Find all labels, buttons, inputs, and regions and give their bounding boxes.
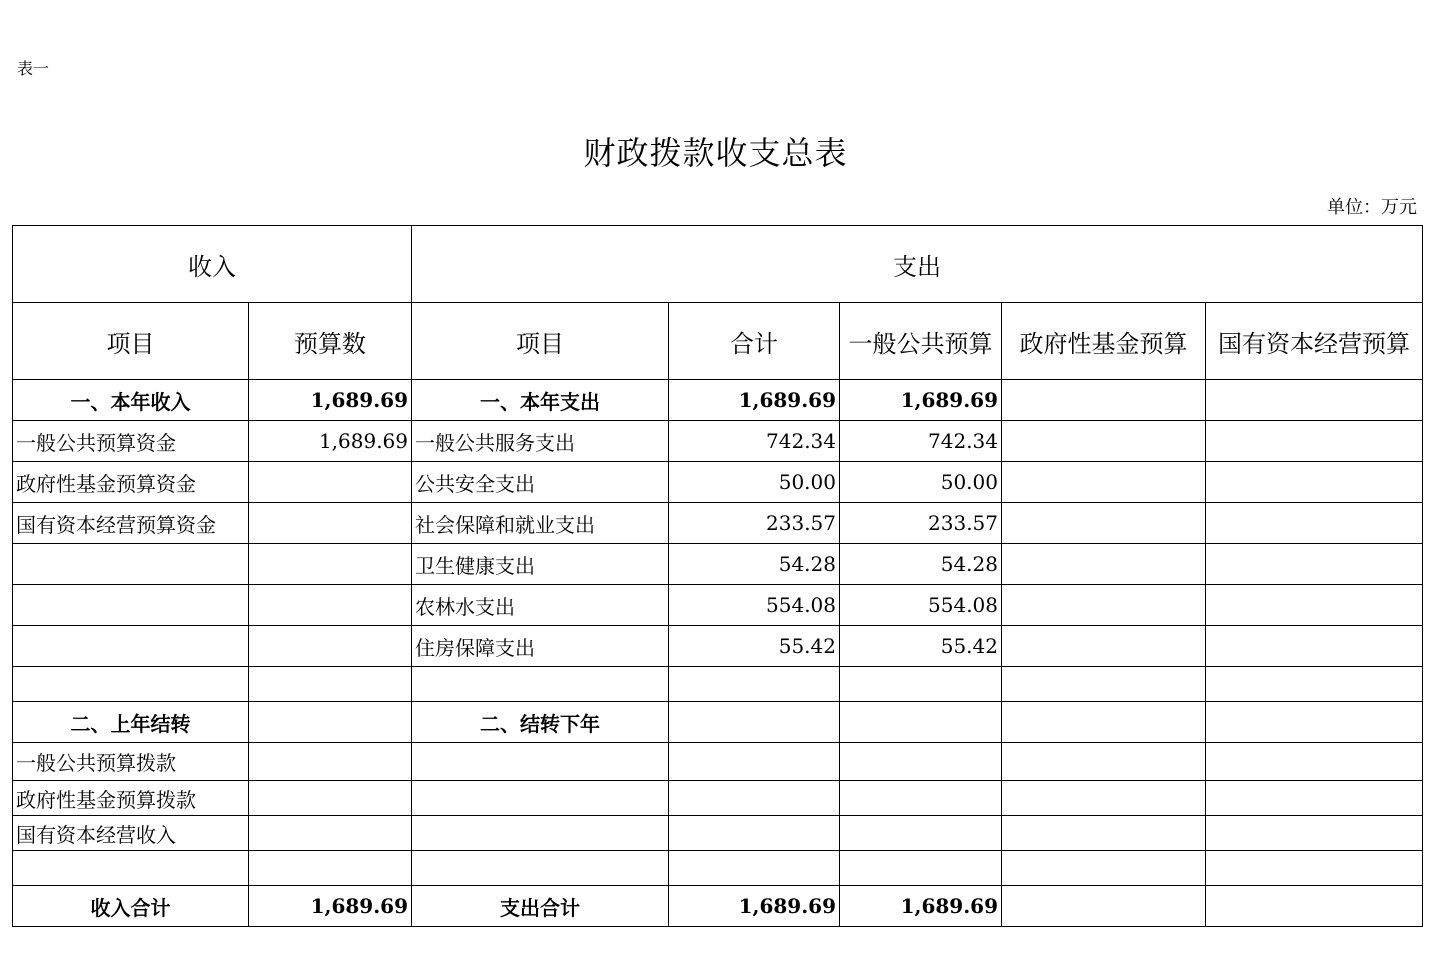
expense-item-cell: 二、结转下年 (412, 702, 669, 743)
col-header-income-item: 项目 (13, 303, 249, 380)
total-cell: 233.57 (669, 503, 840, 544)
expense-group-header: 支出 (412, 226, 1423, 303)
table-row (13, 702, 1423, 743)
expense-item-cell: 公共安全支出 (412, 462, 669, 503)
state-capital-cell (1206, 462, 1423, 503)
page-title: 财政拨款收支总表 (583, 134, 848, 172)
income-budget-cell: 1,689.69 (249, 886, 412, 927)
table-row (13, 667, 1423, 702)
total-cell (669, 781, 840, 816)
gov-fund-cell (1002, 886, 1206, 927)
unit-label: 单位：万元 (1327, 197, 1417, 218)
general-budget-cell: 1,689.69 (840, 380, 1002, 421)
table-row (13, 743, 1423, 781)
state-capital-cell (1206, 886, 1423, 927)
income-item-cell: 收入合计 (13, 886, 249, 927)
col-header-general-budget: 一般公共预算 (840, 303, 1002, 380)
gov-fund-cell (1002, 743, 1206, 781)
general-budget-cell (840, 851, 1002, 886)
col-header-gov-fund-budget: 政府性基金预算 (1002, 303, 1206, 380)
general-budget-cell: 1,689.69 (840, 886, 1002, 927)
income-item-cell (13, 626, 249, 667)
general-budget-cell: 554.08 (840, 585, 1002, 626)
general-budget-cell (840, 702, 1002, 743)
gov-fund-cell (1002, 781, 1206, 816)
gov-fund-cell (1002, 380, 1206, 421)
expense-item-cell (412, 816, 669, 851)
table-row (13, 781, 1423, 816)
income-budget-cell (249, 585, 412, 626)
state-capital-cell (1206, 585, 1423, 626)
table-row (13, 462, 1423, 503)
group-header-row (13, 226, 1423, 303)
general-budget-cell: 50.00 (840, 462, 1002, 503)
total-cell (669, 667, 840, 702)
table-row (13, 626, 1423, 667)
state-capital-cell (1206, 816, 1423, 851)
gov-fund-cell (1002, 462, 1206, 503)
income-item-cell (13, 851, 249, 886)
income-item-cell: 政府性基金预算资金 (13, 462, 249, 503)
total-cell: 742.34 (669, 421, 840, 462)
expense-item-cell: 社会保障和就业支出 (412, 503, 669, 544)
income-item-cell (13, 667, 249, 702)
table-row (13, 421, 1423, 462)
expense-item-cell: 农林水支出 (412, 585, 669, 626)
table-row (13, 380, 1423, 421)
income-item-cell: 一般公共预算资金 (13, 421, 249, 462)
gov-fund-cell (1002, 667, 1206, 702)
expense-item-cell (412, 781, 669, 816)
income-budget-cell (249, 626, 412, 667)
gov-fund-cell (1002, 503, 1206, 544)
state-capital-cell (1206, 667, 1423, 702)
gov-fund-cell (1002, 626, 1206, 667)
col-header-state-capital-budget: 国有资本经营预算 (1206, 303, 1423, 380)
income-item-cell: 政府性基金预算拨款 (13, 781, 249, 816)
income-budget-cell: 1,689.69 (249, 421, 412, 462)
state-capital-cell (1206, 702, 1423, 743)
general-budget-cell: 742.34 (840, 421, 1002, 462)
total-cell: 54.28 (669, 544, 840, 585)
income-item-cell: 一般公共预算拨款 (13, 743, 249, 781)
total-cell: 554.08 (669, 585, 840, 626)
gov-fund-cell (1002, 585, 1206, 626)
table-row (13, 585, 1423, 626)
gov-fund-cell (1002, 421, 1206, 462)
state-capital-cell (1206, 544, 1423, 585)
income-budget-cell (249, 816, 412, 851)
expense-item-cell: 卫生健康支出 (412, 544, 669, 585)
expense-item-cell: 一、本年支出 (412, 380, 669, 421)
state-capital-cell (1206, 781, 1423, 816)
expense-item-cell: 一般公共服务支出 (412, 421, 669, 462)
table-row (13, 816, 1423, 851)
total-cell (669, 851, 840, 886)
income-budget-cell (249, 462, 412, 503)
gov-fund-cell (1002, 702, 1206, 743)
income-item-cell (13, 544, 249, 585)
table-row (13, 851, 1423, 886)
total-cell: 1,689.69 (669, 380, 840, 421)
state-capital-cell (1206, 626, 1423, 667)
gov-fund-cell (1002, 544, 1206, 585)
state-capital-cell (1206, 743, 1423, 781)
income-budget-cell (249, 503, 412, 544)
income-item-cell: 一、本年收入 (13, 380, 249, 421)
total-cell: 1,689.69 (669, 886, 840, 927)
state-capital-cell (1206, 503, 1423, 544)
total-cell: 55.42 (669, 626, 840, 667)
table-row (13, 544, 1423, 585)
state-capital-cell (1206, 380, 1423, 421)
expense-item-cell (412, 851, 669, 886)
gov-fund-cell (1002, 816, 1206, 851)
income-budget-cell: 1,689.69 (249, 380, 412, 421)
income-item-cell: 二、上年结转 (13, 702, 249, 743)
total-cell: 50.00 (669, 462, 840, 503)
income-group-header: 收入 (13, 226, 412, 303)
general-budget-cell: 54.28 (840, 544, 1002, 585)
state-capital-cell (1206, 421, 1423, 462)
total-cell (669, 743, 840, 781)
total-cell (669, 702, 840, 743)
col-header-income-budget: 预算数 (249, 303, 412, 380)
income-budget-cell (249, 544, 412, 585)
table-row (13, 503, 1423, 544)
income-budget-cell (249, 781, 412, 816)
gov-fund-cell (1002, 851, 1206, 886)
income-budget-cell (249, 743, 412, 781)
column-header-row (13, 303, 1423, 380)
total-cell (669, 816, 840, 851)
budget-table (12, 225, 1423, 927)
income-item-cell: 国有资本经营收入 (13, 816, 249, 851)
income-item-cell (13, 585, 249, 626)
table-row (13, 886, 1423, 927)
expense-item-cell (412, 743, 669, 781)
general-budget-cell: 55.42 (840, 626, 1002, 667)
col-header-expense-item: 项目 (412, 303, 669, 380)
general-budget-cell: 233.57 (840, 503, 1002, 544)
income-budget-cell (249, 851, 412, 886)
general-budget-cell (840, 743, 1002, 781)
expense-item-cell (412, 667, 669, 702)
state-capital-cell (1206, 851, 1423, 886)
col-header-total: 合计 (669, 303, 840, 380)
income-item-cell: 国有资本经营预算资金 (13, 503, 249, 544)
income-budget-cell (249, 667, 412, 702)
expense-item-cell: 支出合计 (412, 886, 669, 927)
table-label: 表一 (17, 59, 50, 78)
expense-item-cell: 住房保障支出 (412, 626, 669, 667)
general-budget-cell (840, 667, 1002, 702)
general-budget-cell (840, 781, 1002, 816)
income-budget-cell (249, 702, 412, 743)
general-budget-cell (840, 816, 1002, 851)
